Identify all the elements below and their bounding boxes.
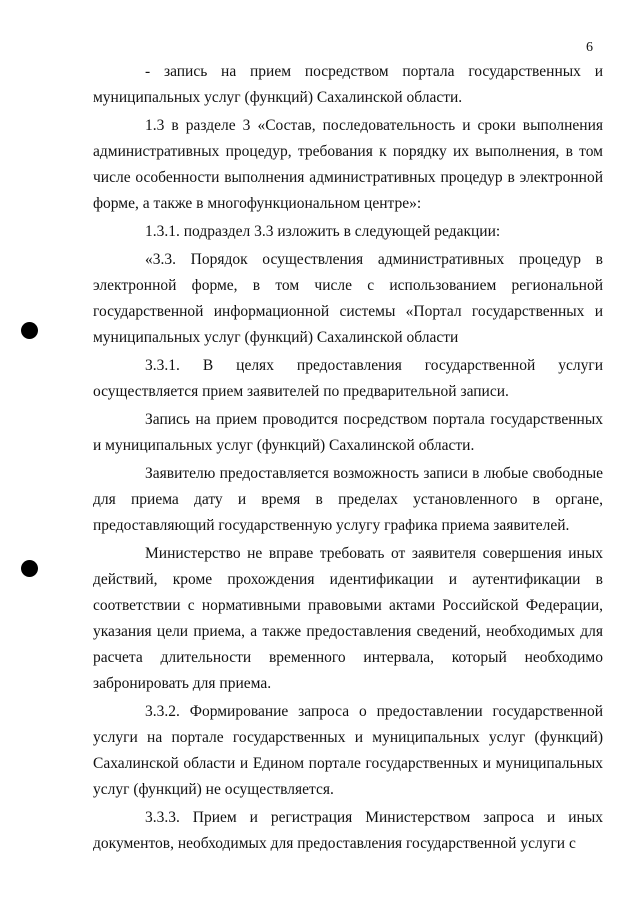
paragraph-ministry-restrictions: Министерство не вправе требовать от заявителя совершения иных действий, кроме прохождения идентификации и аутентификации в соответствии с нормативными правовыми актами Российской Федерации, указания цели приема, а также предоставления сведений, необходимых для расчета длительности временного интервала, который необходимо забронировать для приема.	[93, 545, 607, 692]
paragraph-section-3-3-2: 3.3.2. Формирование запроса о предоставлении государственной услуги на портале государственных и муниципальных услуг (функций) Сахалинской области и Едином портале государственных и муниципальных услуг (функций) не осуществляется.	[93, 703, 607, 798]
paragraph-amendment-1-3: 1.3 в разделе 3 «Состав, последовательность и сроки выполнения административных процедур, требования к порядку их выполнения, в том числе особенности выполнения административных процедур в электронной форме, а также в многофункциональном центре»:	[93, 117, 607, 212]
paragraph-amendment-1-3-1: 1.3.1. подраздел 3.3 изложить в следующей редакции:	[145, 223, 501, 240]
paragraph-section-3-3: «3.3. Порядок осуществления административных процедур в электронной форме, в том числе с использованием региональной государственной информационной системы «Портал государственных и муниципальных услуг (функций) Сахалинской области	[93, 251, 607, 346]
punch-hole-mark	[21, 322, 38, 339]
paragraph-appointment-portal: Запись на прием проводится посредством портала государственных и муниципальных услуг (функций) Сахалинской области.	[93, 411, 607, 454]
page-number: 6	[586, 40, 593, 55]
paragraph-section-3-3-1: 3.3.1. В целях предоставления государственной услуги осуществляется прием заявителей по предварительной записи.	[93, 357, 607, 400]
punch-hole-mark	[21, 560, 38, 577]
paragraph-record-item: - запись на прием посредством портала государственных и муниципальных услуг (функций) Сахалинской области.	[93, 63, 607, 106]
document-body	[93, 59, 607, 857]
paragraph-applicant-options: Заявителю предоставляется возможность записи в любые свободные для приема дату и время в пределах установленного в органе, предоставляющий государственную услугу графика приема заявителей.	[93, 465, 607, 534]
paragraph-section-3-3-3: 3.3.3. Прием и регистрация Министерством запроса и иных документов, необходимых для предоставления государственной услуги с	[93, 809, 607, 852]
